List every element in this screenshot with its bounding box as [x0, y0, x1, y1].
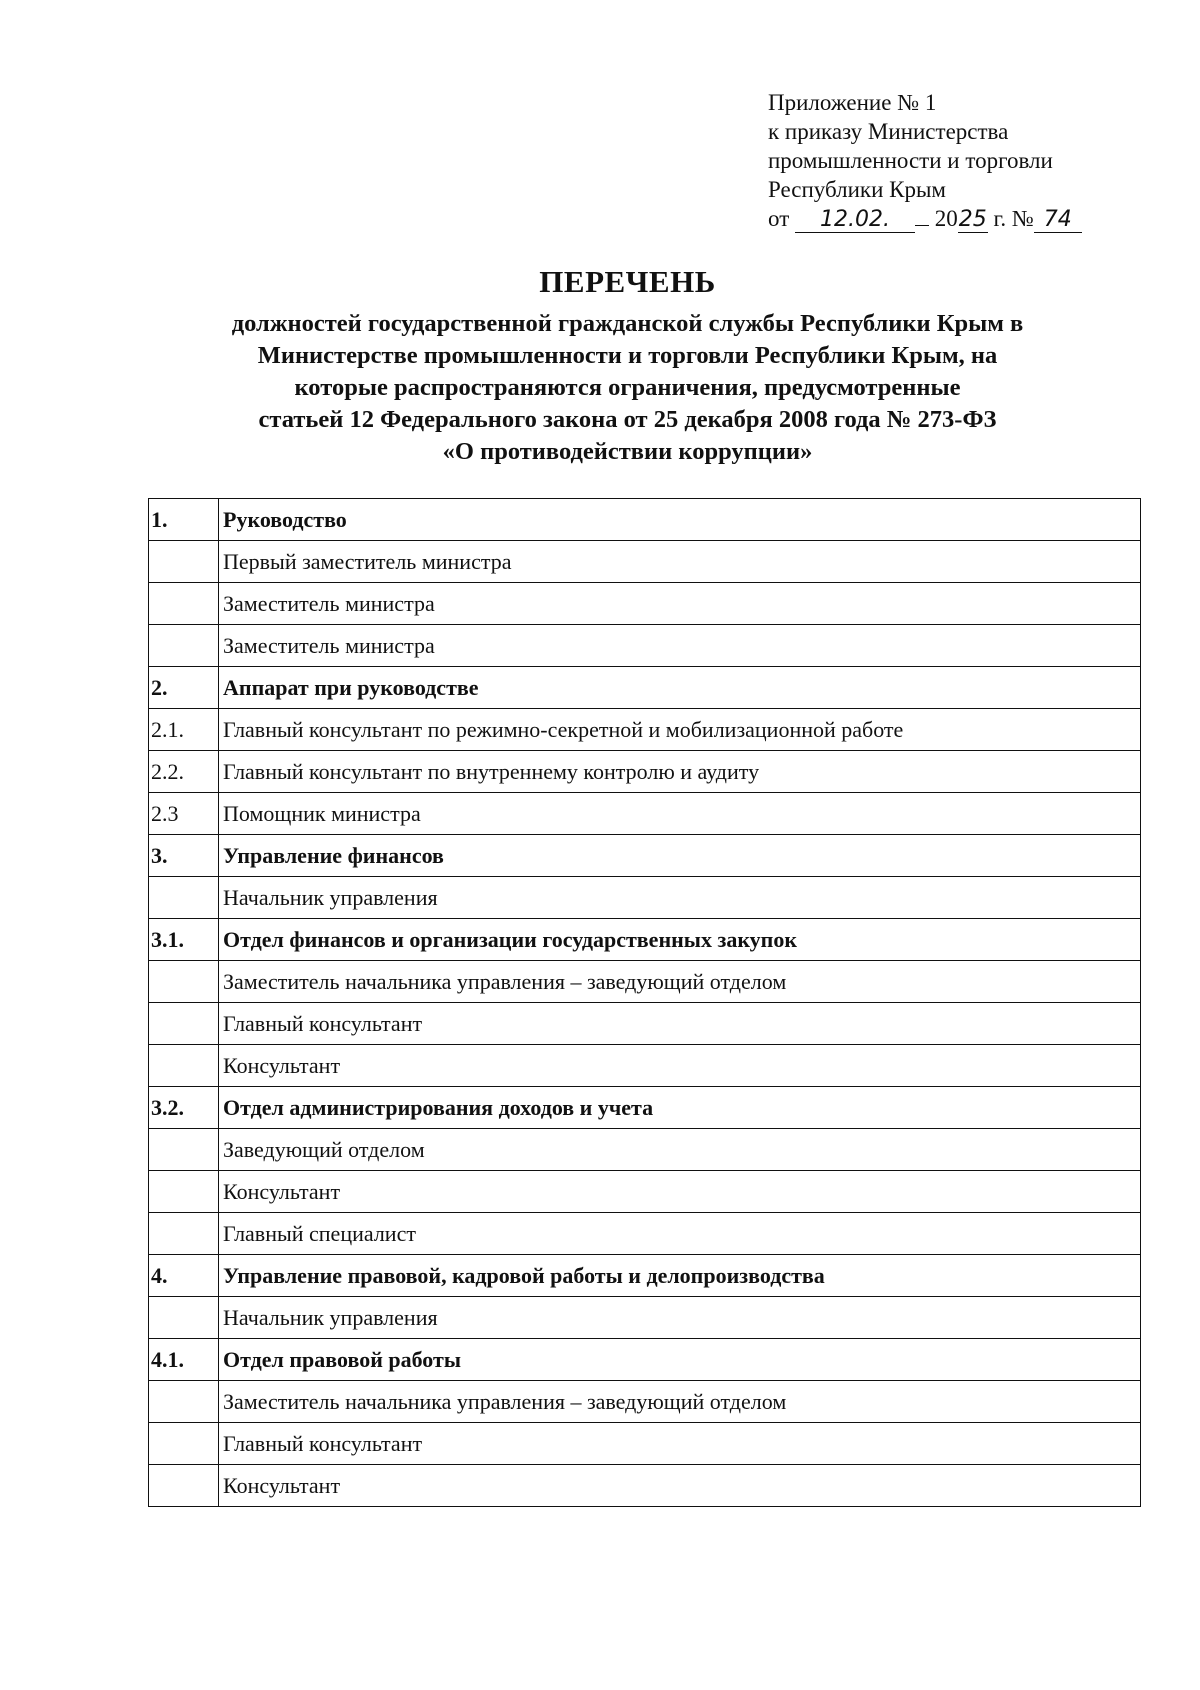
position-title: Помощник министра [219, 793, 1141, 835]
position-title: Первый заместитель министра [219, 541, 1141, 583]
row-number: 3.2. [149, 1087, 219, 1129]
appendix-line-1: Приложение № 1 [768, 90, 937, 115]
position-title: Заместитель начальника управления – заведующий отделом [219, 1381, 1141, 1423]
position-row [149, 1423, 1141, 1465]
row-number [149, 1213, 219, 1255]
position-row [149, 1171, 1141, 1213]
section-row [149, 499, 1141, 541]
position-title: Начальник управления [219, 1297, 1141, 1339]
position-title: Главный консультант по внутреннему контролю и аудиту [219, 751, 1141, 793]
row-number [149, 541, 219, 583]
row-number: 3.1. [149, 919, 219, 961]
section-title: Руководство [219, 499, 1141, 541]
position-row [149, 1003, 1141, 1045]
appendix-line-3: промышленности и торговли [768, 148, 1053, 173]
handwritten-date: 12.02. [795, 208, 915, 233]
subtitle-line: которые распространяются ограничения, предусмотренные [294, 374, 961, 401]
position-row [149, 625, 1141, 667]
row-number: 3. [149, 835, 219, 877]
row-number [149, 877, 219, 919]
position-row [149, 1297, 1141, 1339]
position-title: Консультант [219, 1045, 1141, 1087]
date-prefix: от [768, 206, 790, 231]
section-title: Отдел финансов и организации государственных закупок [219, 919, 1141, 961]
position-title: Главный консультант [219, 1003, 1141, 1045]
row-number [149, 1381, 219, 1423]
document-title: ПЕРЕЧЕНЬ [539, 264, 716, 299]
position-title: Заместитель министра [219, 625, 1141, 667]
position-row [149, 1129, 1141, 1171]
section-row [149, 919, 1141, 961]
section-row [149, 1339, 1141, 1381]
section-title: Отдел правовой работы [219, 1339, 1141, 1381]
appendix-line-4: Республики Крым [768, 177, 946, 202]
position-row [149, 877, 1141, 919]
section-title: Управление финансов [219, 835, 1141, 877]
position-row [149, 709, 1141, 751]
section-title: Аппарат при руководстве [219, 667, 1141, 709]
row-number: 2.2. [149, 751, 219, 793]
position-row [149, 1213, 1141, 1255]
appendix-header [768, 88, 1082, 233]
subtitle-line: статьей 12 Федерального закона от 25 декабря 2008 года № 273-ФЗ [258, 406, 997, 433]
row-number [149, 1003, 219, 1045]
section-title: Отдел администрирования доходов и учета [219, 1087, 1141, 1129]
date-underline [915, 225, 929, 226]
position-title: Заместитель начальника управления – заведующий отделом [219, 961, 1141, 1003]
section-title: Управление правовой, кадровой работы и делопроизводства [219, 1255, 1141, 1297]
position-row [149, 541, 1141, 583]
row-number [149, 1129, 219, 1171]
position-title: Главный консультант по режимно-секретной и мобилизационной работе [219, 709, 1141, 751]
section-row [149, 1087, 1141, 1129]
subtitle-line: должностей государственной гражданской службы Республики Крым в [231, 310, 1024, 337]
row-number: 2.1. [149, 709, 219, 751]
section-row [149, 1255, 1141, 1297]
position-title: Главный консультант [219, 1423, 1141, 1465]
position-title: Заместитель министра [219, 583, 1141, 625]
row-number: 2. [149, 667, 219, 709]
position-row [149, 1381, 1141, 1423]
section-row [149, 667, 1141, 709]
position-title: Консультант [219, 1171, 1141, 1213]
subtitle-line: «О противодействии коррупции» [442, 438, 813, 465]
title-block [100, 262, 1155, 468]
position-row [149, 961, 1141, 1003]
handwritten-number: 74 [1034, 208, 1082, 233]
row-number [149, 961, 219, 1003]
row-number: 1. [149, 499, 219, 541]
row-number [149, 1045, 219, 1087]
row-number: 2.3 [149, 793, 219, 835]
handwritten-year: 25 [958, 207, 987, 232]
appendix-line-2: к приказу Министерства [768, 119, 1009, 144]
position-title: Заведующий отделом [219, 1129, 1141, 1171]
row-number [149, 1297, 219, 1339]
row-number [149, 583, 219, 625]
row-number [149, 1171, 219, 1213]
position-title: Главный специалист [219, 1213, 1141, 1255]
positions-table [148, 498, 1141, 1507]
section-row [149, 835, 1141, 877]
document-subtitle [100, 308, 1155, 468]
position-row [149, 793, 1141, 835]
position-title: Начальник управления [219, 877, 1141, 919]
row-number [149, 1423, 219, 1465]
appendix-date-line [768, 204, 1082, 233]
position-row [149, 1045, 1141, 1087]
year-suffix: г. № [993, 206, 1034, 231]
row-number: 4. [149, 1255, 219, 1297]
year-prefix: 20 [934, 206, 958, 231]
row-number [149, 1465, 219, 1507]
positions-table-body [149, 499, 1141, 1507]
row-number: 4.1. [149, 1339, 219, 1381]
position-row [149, 751, 1141, 793]
subtitle-line: Министерстве промышленности и торговли Республики Крым, на [257, 342, 998, 369]
row-number [149, 625, 219, 667]
position-row [149, 1465, 1141, 1507]
position-row [149, 583, 1141, 625]
position-title: Консультант [219, 1465, 1141, 1507]
